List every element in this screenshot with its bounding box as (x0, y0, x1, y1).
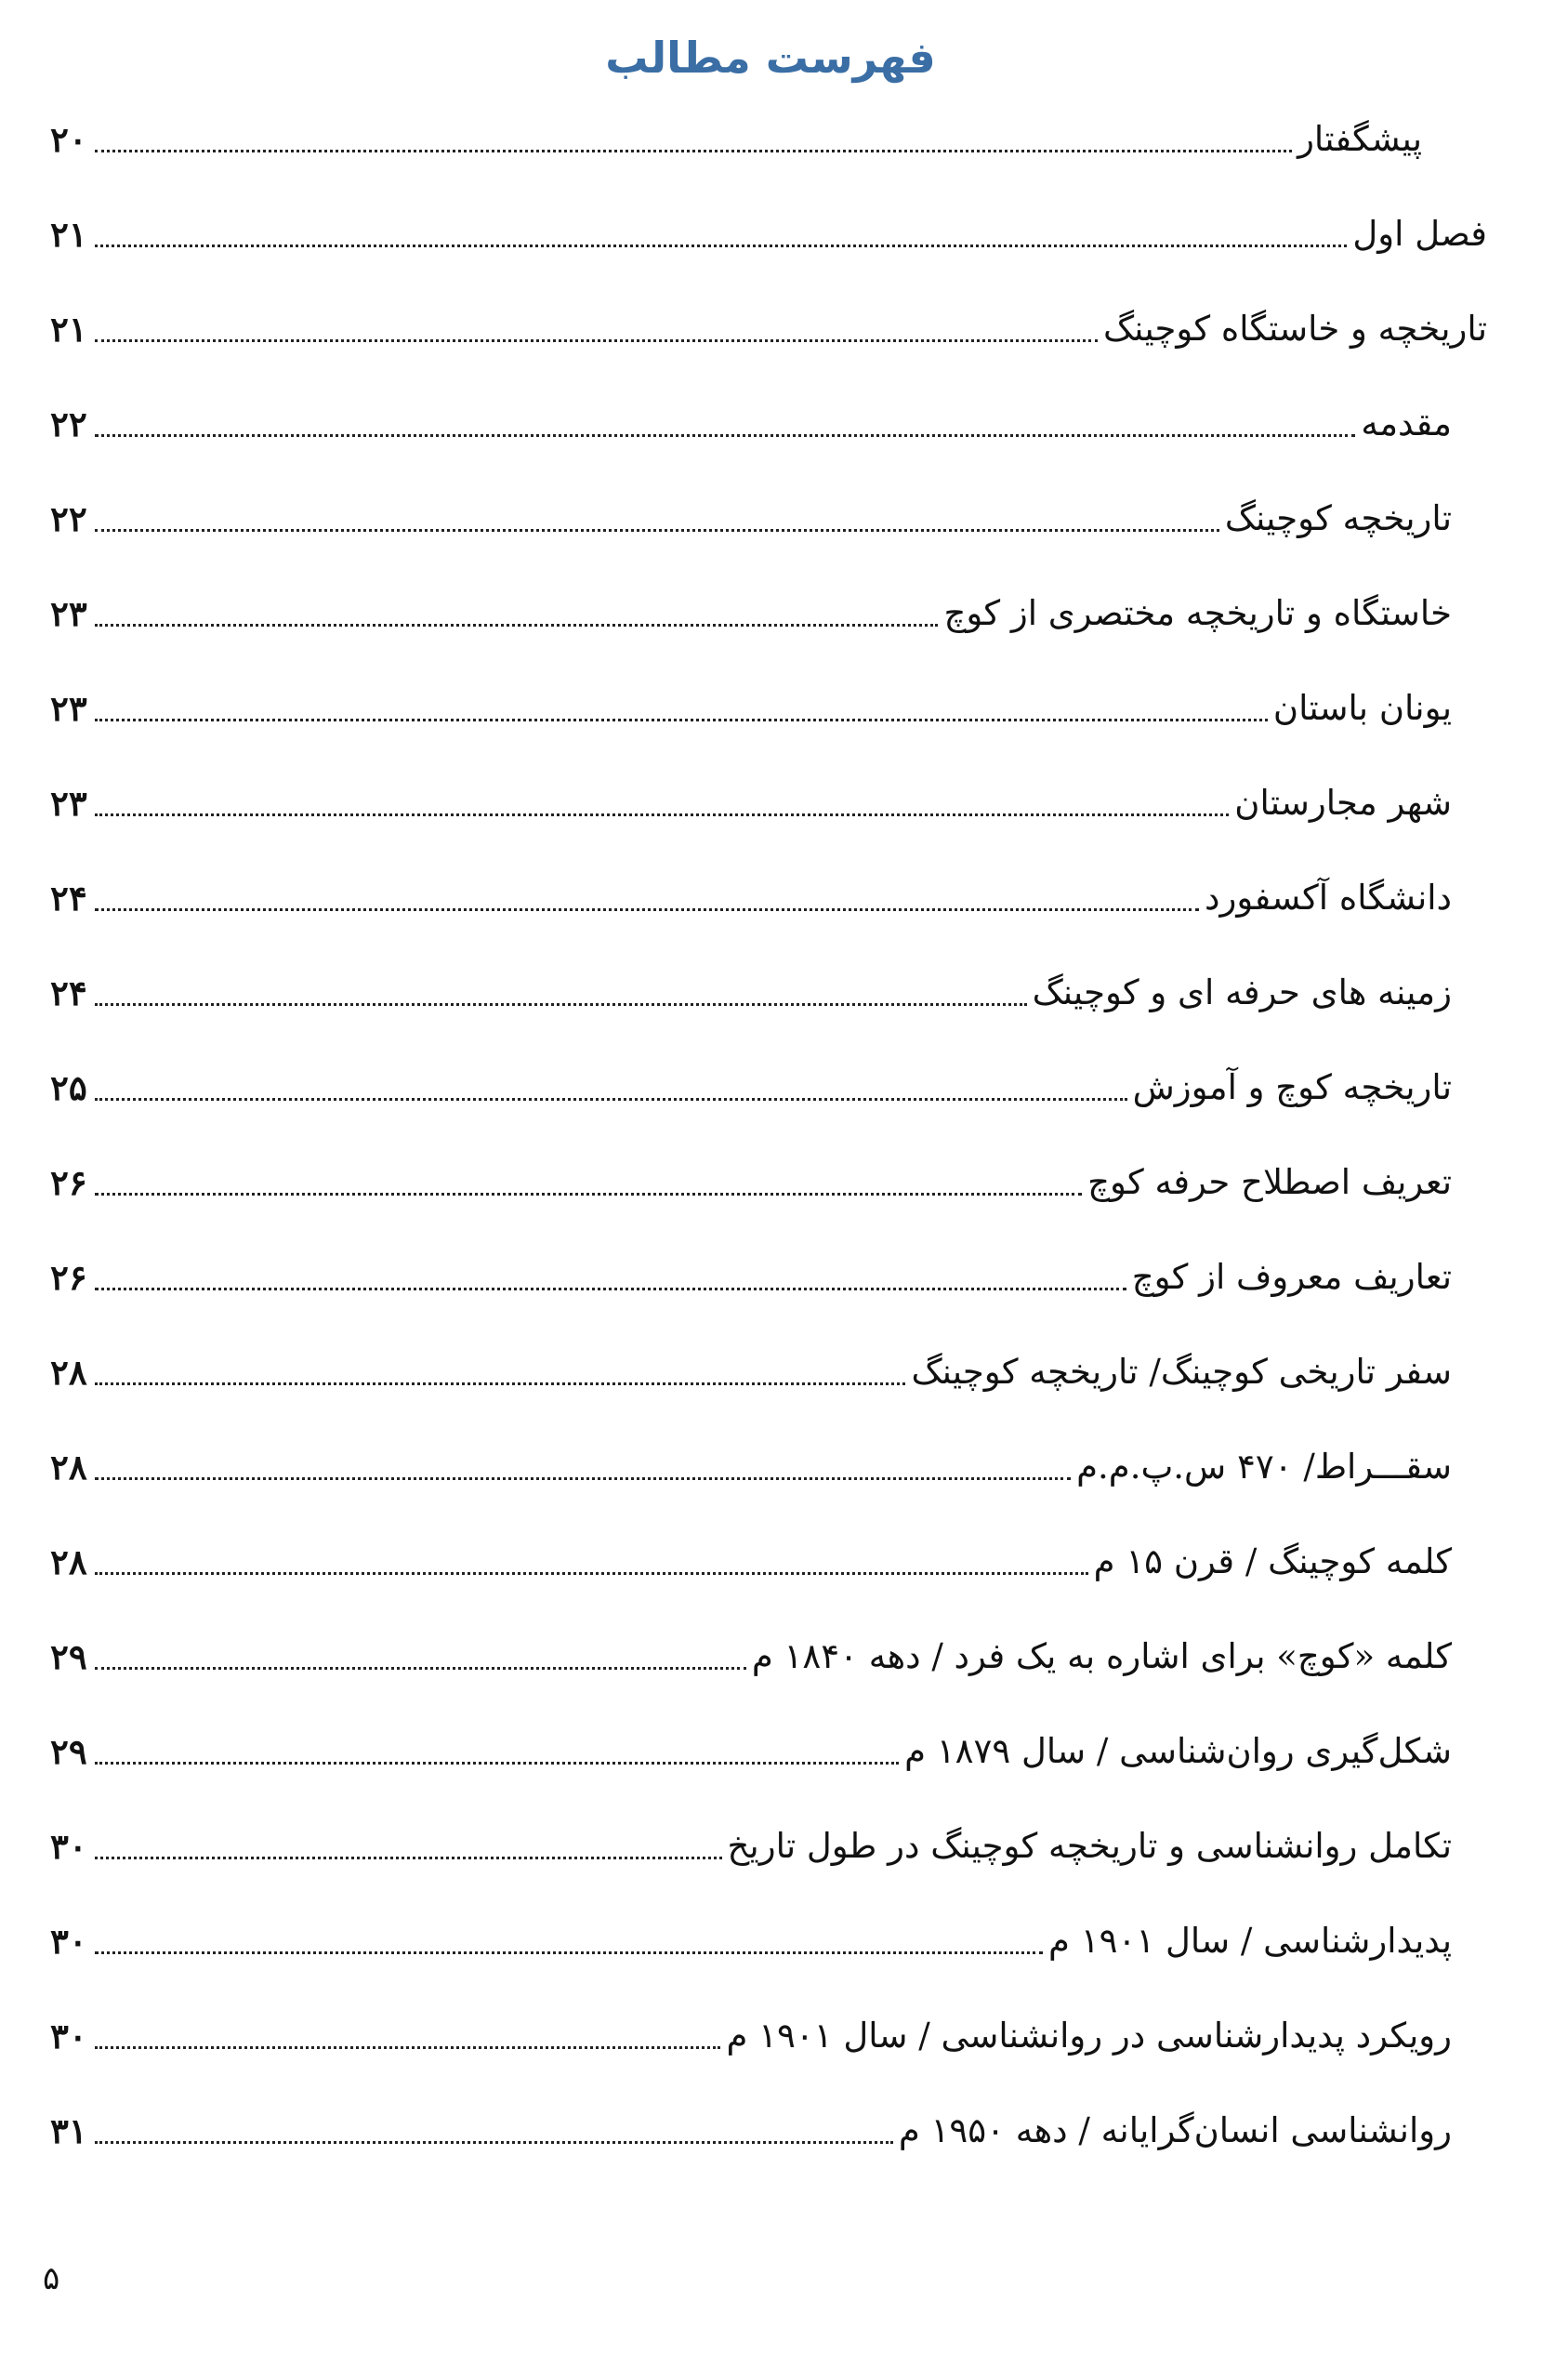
toc-leader-dots (95, 433, 1355, 437)
toc-leader-dots (95, 1287, 1126, 1290)
toc-entry-title: مقدمه (1361, 403, 1452, 443)
toc-entry-title: یونان باستان (1272, 688, 1452, 728)
toc-entry[interactable] (50, 1051, 1452, 1116)
toc-entry[interactable] (50, 102, 1422, 167)
toc-entry-title: سقـــراط/ ۴۷۰ س.پ.م.م (1076, 1447, 1452, 1487)
toc-entry-page: ۲۱ (50, 214, 87, 255)
toc-entry-page: ۲۲ (50, 403, 87, 444)
toc-entry-page: ۲۶ (50, 1162, 87, 1203)
toc-leader-dots (95, 907, 1199, 911)
toc-entry[interactable] (50, 2094, 1452, 2159)
toc-entry-page: ۲۸ (50, 1352, 87, 1393)
toc-entry-page: ۳۰ (50, 2016, 87, 2056)
toc-leader-dots (95, 1571, 1088, 1575)
toc-leader-dots (95, 338, 1098, 342)
toc-entry[interactable] (50, 387, 1452, 452)
toc-entry-title: روانشناسی انسان‌گرایانه / دهه ۱۹۵۰ م (898, 2110, 1452, 2150)
toc-leader-dots (95, 1097, 1127, 1101)
toc-entry-page: ۲۸ (50, 1541, 87, 1582)
toc-entry[interactable] (50, 1904, 1452, 1969)
toc-entry-title: تاریخچه کوچ و آموزش (1132, 1067, 1452, 1107)
toc-leader-dots (95, 623, 938, 627)
toc-entry-page: ۲۸ (50, 1447, 87, 1488)
toc-entry[interactable] (50, 766, 1452, 831)
toc-entry[interactable] (50, 576, 1452, 641)
toc-entry-page: ۲۹ (50, 1731, 87, 1772)
toc-entry-page: ۳۰ (50, 1921, 87, 1962)
toc-entry-page: ۲۹ (50, 1636, 87, 1677)
toc-leader-dots (95, 1666, 746, 1670)
toc-leader-dots (95, 1761, 899, 1765)
toc-entry-title: تاریخچه و خاستگاه کوچینگ (1103, 309, 1487, 349)
toc-entry[interactable] (50, 1335, 1452, 1400)
toc-entry-title: سفر تاریخی کوچینگ/ تاریخچه کوچینگ (911, 1352, 1452, 1392)
toc-leader-dots (95, 1856, 722, 1859)
toc-leader-dots (95, 718, 1268, 721)
toc-entry[interactable] (50, 1240, 1452, 1305)
toc-entry[interactable] (50, 482, 1452, 547)
toc-leader-dots (95, 244, 1347, 247)
toc-entry-title: تعریف اصطلاح حرفه کوچ (1087, 1162, 1452, 1202)
toc-entry[interactable] (50, 671, 1452, 736)
toc-leader-dots (95, 1002, 1027, 1006)
toc-entry-title: خاستگاه و تاریخچه مختصری از کوچ (943, 593, 1452, 633)
toc-entry-title: زمینه های حرفه ای و کوچینگ (1032, 972, 1452, 1012)
toc-entry-page: ۲۴ (50, 972, 87, 1013)
toc-leader-dots (95, 1192, 1082, 1196)
toc-entry-page: ۳۱ (50, 2110, 87, 2151)
page-title: فهرست مطالب (605, 33, 936, 83)
toc-leader-dots (95, 2045, 720, 2049)
toc-entry[interactable] (50, 1809, 1452, 1874)
toc-entry-page: ۲۵ (50, 1067, 87, 1108)
toc-entry-title: تعاریف معروف از کوچ (1131, 1257, 1452, 1297)
toc-entry-title: کلمه «کوچ» برای اشاره به یک فرد / دهه ۱۸۴۰ م (751, 1636, 1452, 1676)
toc-entry-title: پدیدارشناسی / سال ۱۹۰۱ م (1048, 1921, 1452, 1961)
toc-entry-page: ۲۴ (50, 878, 87, 919)
toc-leader-dots (95, 2140, 893, 2144)
toc-entry[interactable] (50, 956, 1452, 1021)
toc-leader-dots (95, 149, 1292, 152)
toc-entry[interactable] (50, 292, 1487, 357)
toc-entry-page: ۲۰ (50, 119, 87, 160)
toc-entry[interactable] (50, 861, 1452, 926)
toc-entry-page: ۲۳ (50, 783, 87, 824)
toc-entry-title: رویکرد پدیدارشناسی در روانشناسی / سال ۱۹۰۱ م (726, 2016, 1452, 2056)
toc-entry[interactable] (50, 1525, 1452, 1590)
toc-entry-title: شهر مجارستان (1234, 783, 1452, 823)
toc-entry-page: ۲۶ (50, 1257, 87, 1298)
toc-entry-page: ۲۱ (50, 309, 87, 350)
toc-entry[interactable] (50, 197, 1487, 262)
toc-entry-title: تاریخچه کوچینگ (1224, 498, 1452, 538)
toc-leader-dots (95, 528, 1219, 532)
toc-leader-dots (95, 1950, 1043, 1954)
toc-entry[interactable] (50, 1999, 1452, 2064)
toc-leader-dots (95, 813, 1229, 816)
toc-leader-dots (95, 1476, 1071, 1480)
toc-entry[interactable] (50, 1620, 1452, 1685)
toc-entry-page: ۲۳ (50, 688, 87, 729)
toc-leader-dots (95, 1382, 905, 1385)
toc-entry-page: ۲۳ (50, 593, 87, 634)
page-number: ۵ (43, 2260, 60, 2297)
toc-entry[interactable] (50, 1430, 1452, 1495)
toc-entry[interactable] (50, 1145, 1452, 1210)
toc-entry-title: تکامل روانشناسی و تاریخچه کوچینگ در طول تاریخ (727, 1826, 1452, 1866)
toc-entry-title: پیشگفتار (1297, 119, 1422, 159)
toc-entry-title: کلمه کوچینگ / قرن ۱۵ م (1093, 1541, 1452, 1581)
toc-entry-title: دانشگاه آکسفورد (1205, 878, 1452, 918)
toc-entry-title: فصل اول (1352, 214, 1487, 254)
toc-entry-page: ۲۲ (50, 498, 87, 539)
toc-entry-title: شکل‌گیری روان‌شناسی / سال ۱۸۷۹ م (904, 1731, 1452, 1771)
toc-entry-page: ۳۰ (50, 1826, 87, 1867)
toc-entry[interactable] (50, 1714, 1452, 1779)
